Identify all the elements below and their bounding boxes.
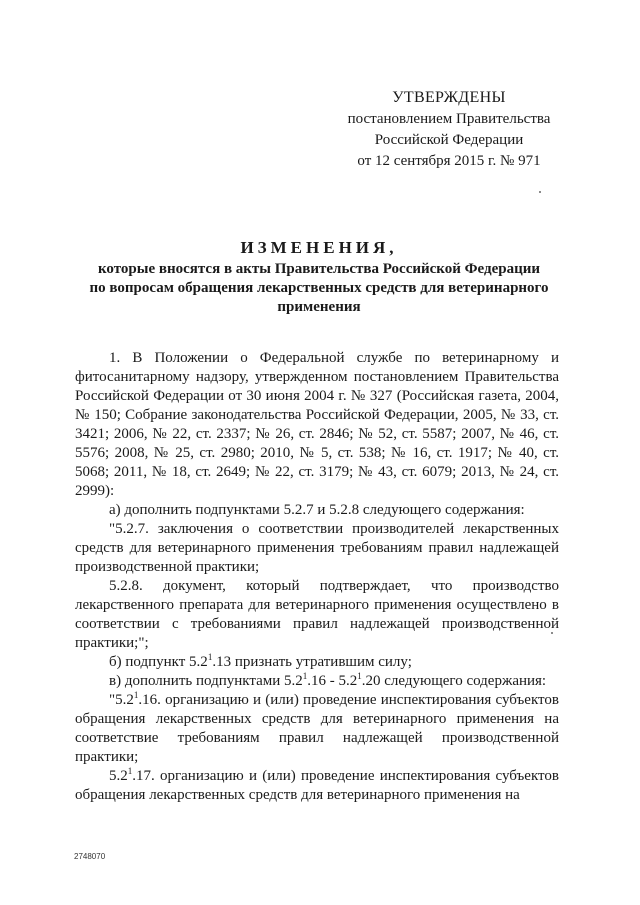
approval-stamp	[320, 87, 578, 172]
approval-line: Российской Федерации	[374, 132, 524, 148]
paragraph: 5.2.8. документ, который подтверждает, что производство лекарственного препарата для ветеринарного применения осуществлено в соответствии с требованиями правил надлежащей производственной практики;";	[75, 578, 559, 651]
document-number: 2748070	[74, 852, 106, 861]
paragraph: "5.2.7. заключения о соответствии производителей лекарственных средств для ветеринарного применения требованиям правил надлежащей производственной практики;	[75, 521, 559, 575]
heading-line: применения	[277, 299, 361, 315]
paragraph: "$5.2^1.16$. организацию и (или) проведение инспектирования субъектов обращения лекарственных средств для ветеринарного применения на соответствие требованиям правил надлежащей производственной практики;	[75, 690, 559, 765]
scan-speck	[539, 191, 541, 193]
heading-title: ИЗМЕНЕНИЯ,	[240, 238, 398, 257]
paragraph: 1. В Положении о Федеральной службе по ветеринарному и фитосанитарному надзору, утвержденном постановлением Правительства Российской Федерации от 30 июня 2004 г. № 327 (Российская газета, 2004, № 150; Собрание законодательства Российской Федерации, 2005, № 33, ст. 3421; 2006, № 22, ст. 2337; № 26, ст. 2846; № 52, ст. 5587; 2007, № 46, ст. 5576; 2008, № 25, ст. 2980; 2010, № 5, ст. 538; № 16, ст. 1917; № 40, ст. 5068; 2011, № 18, ст. 2649; № 22, ст. 3179; № 43, ст. 6079; 2013, № 24, ст. 2999):	[75, 350, 559, 499]
paragraph: в) дополнить подпунктами $5.2^1.16 - 5.2^1.20$ следующего содержания:	[109, 671, 547, 689]
approval-date: от 12 сентября 2015 г. № 971	[357, 153, 541, 169]
heading-line: по вопросам обращения лекарственных средств для ветеринарного	[89, 280, 549, 296]
paragraph: $5.2^1.17$. организацию и (или) проведение инспектирования субъектов обращения лекарственных средств для ветеринарного применения на	[75, 766, 559, 803]
approval-line: постановлением Правительства	[347, 111, 551, 127]
heading-line: которые вносятся в акты Правительства Российской Федерации	[97, 261, 541, 277]
document-body	[75, 349, 559, 805]
approval-title: УТВЕРЖДЕНЫ	[392, 89, 506, 106]
paragraph: а) дополнить подпунктами 5.2.7 и 5.2.8 следующего содержания:	[109, 502, 525, 518]
paragraph: б) подпункт $5.2^1.13$ признать утратившим силу;	[109, 652, 412, 670]
document-heading	[60, 236, 578, 317]
